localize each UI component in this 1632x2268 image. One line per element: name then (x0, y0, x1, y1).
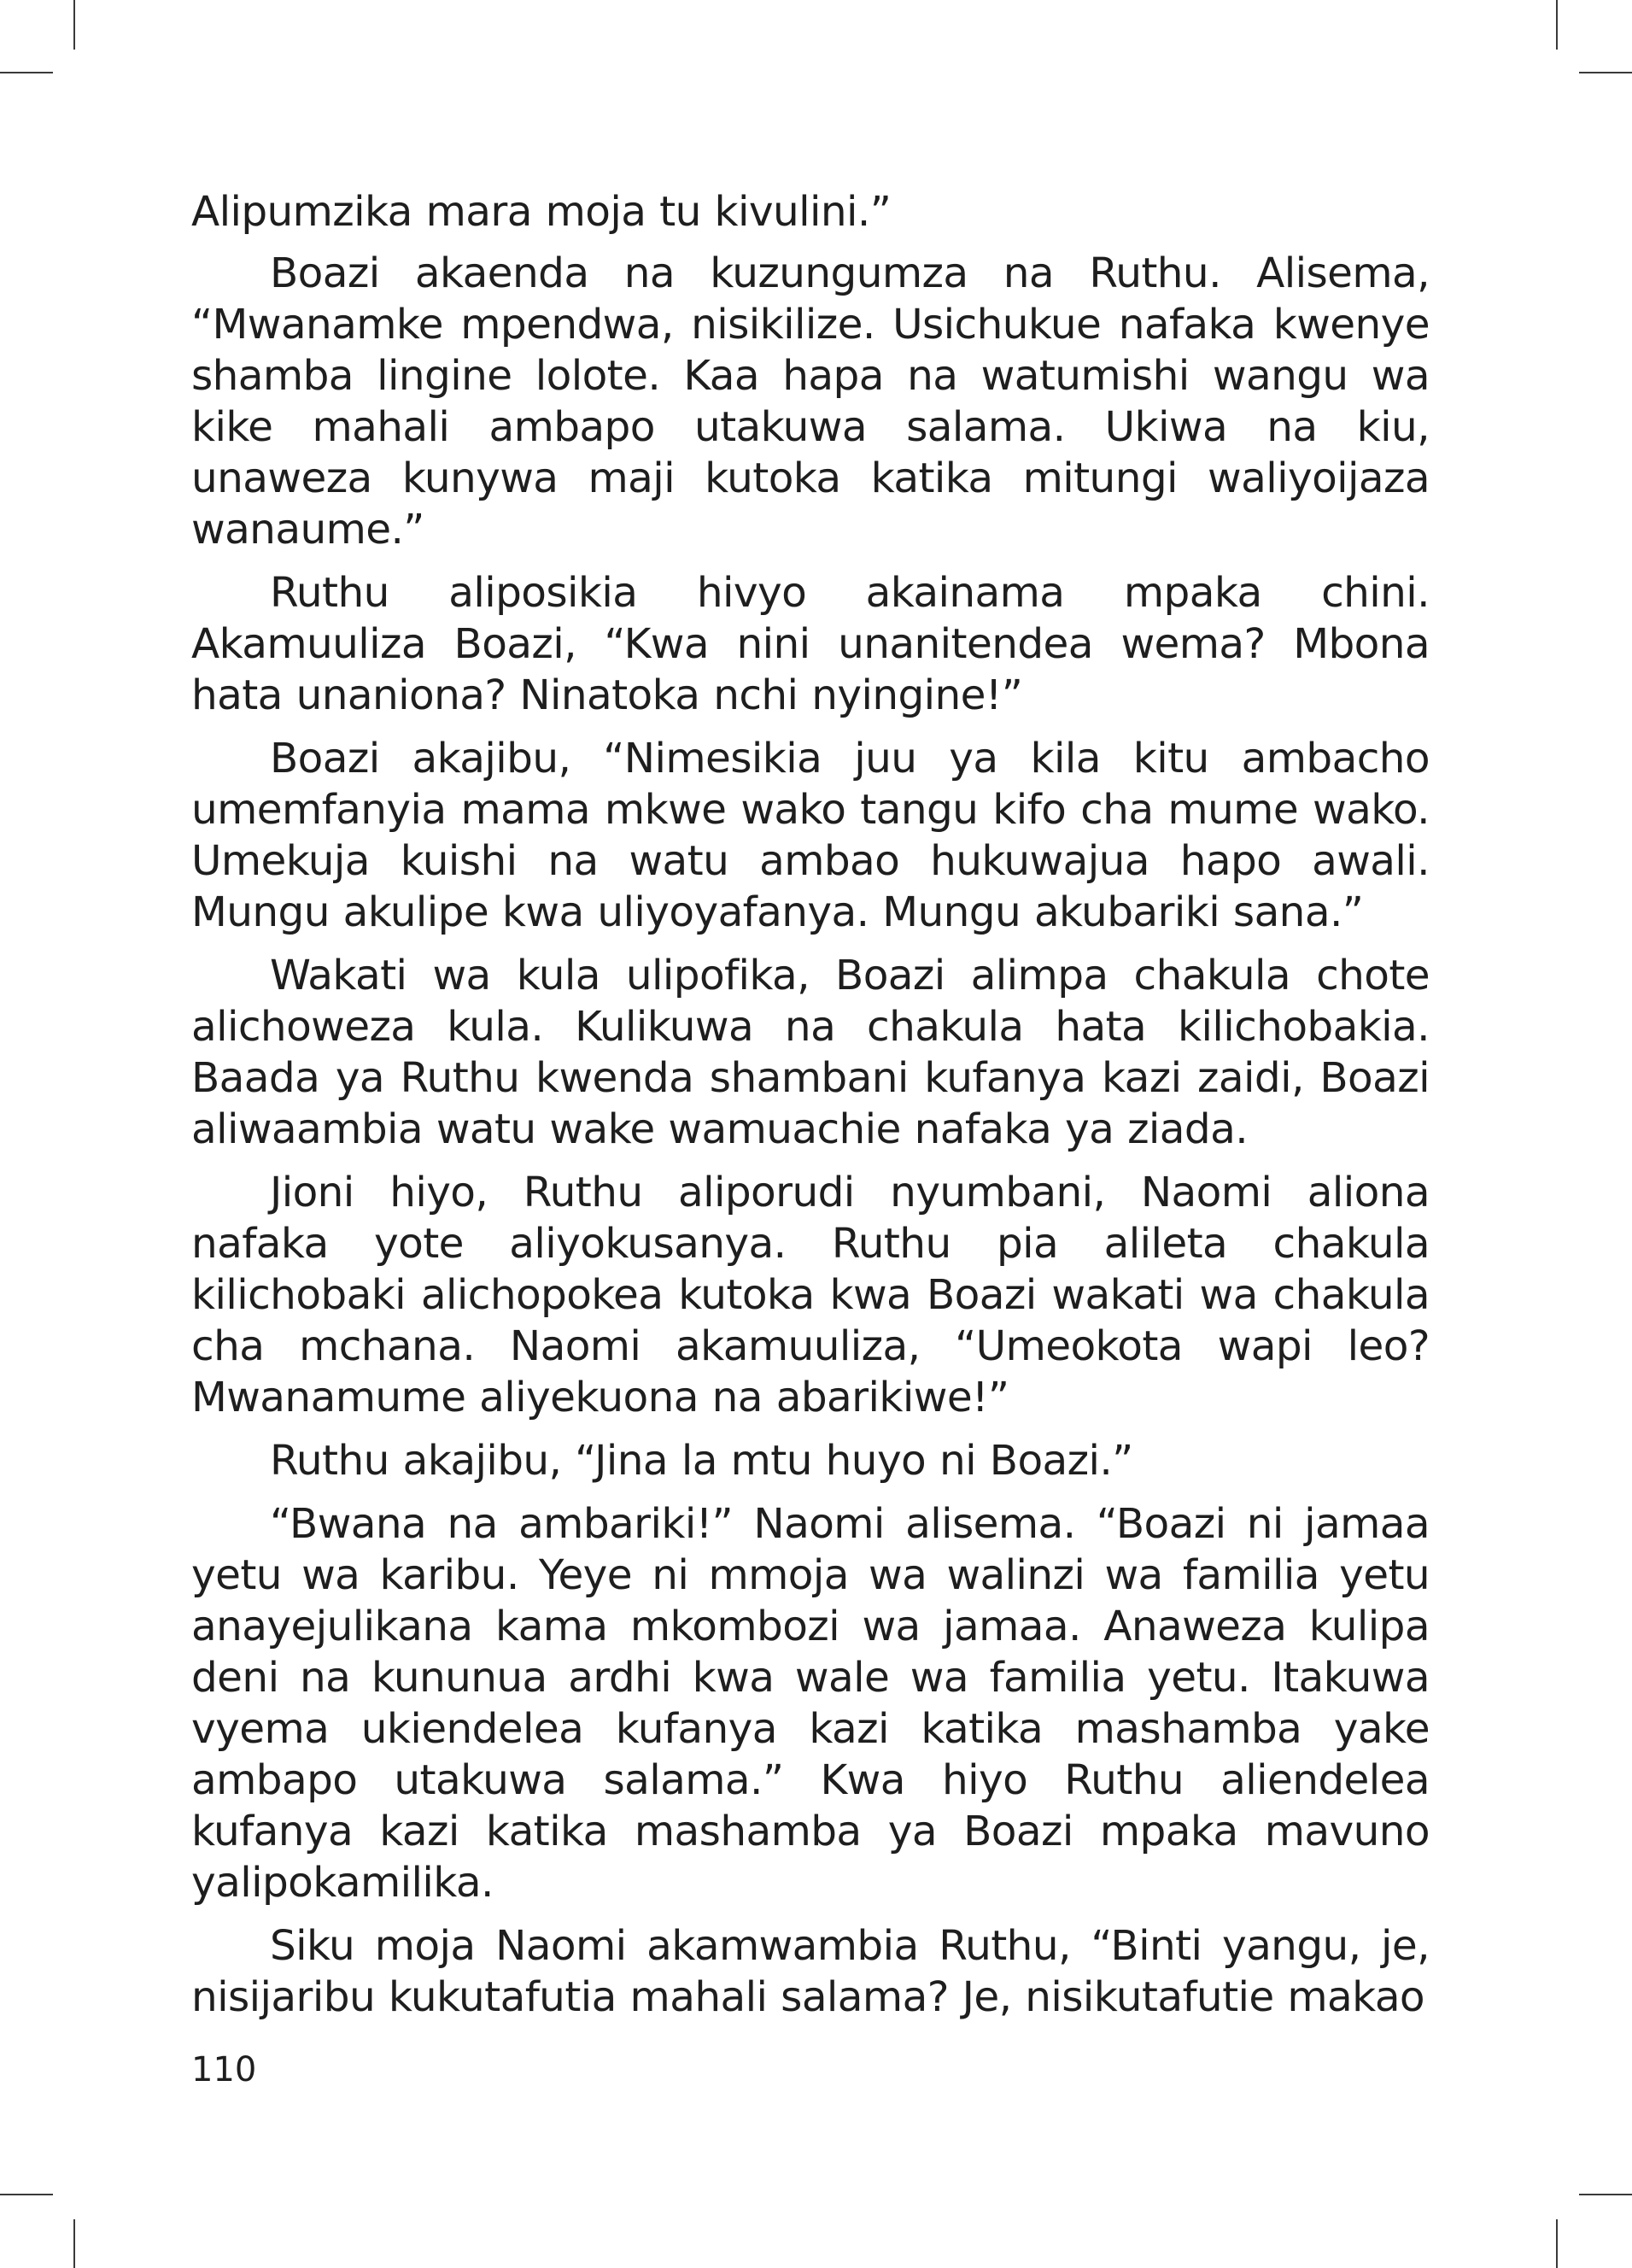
paragraph-7: Ruthu akajibu, “Jina la mtu huyo ni Boazi.” (270, 1437, 1133, 1485)
page-number: 110 (191, 2050, 257, 2089)
crop-mark-bottom-left-vertical (73, 2219, 75, 2268)
paragraph-1: Alipumzika mara moja tu kivulini.” (191, 188, 892, 236)
crop-mark-bottom-right-horizontal (1579, 2194, 1632, 2195)
paragraph-5: Wakati wa kula ulipofika, Boazi alimpa chakula chote alichoweza kula. Kulikuwa na chakula hata kilichobakia. Baada ya Ruthu kwenda shambani kufanya kazi zaidi, Boazi aliwaambia watu wake wamuachie nafaka ya ziada. (191, 952, 1430, 1153)
paragraph-3: Ruthu aliposikia hivyo akainama mpaka chini. Akamuuliza Boazi, “Kwa nini unanitendea wema? Mbona hata unaniona? Ninatoka nchi nyingine!” (191, 569, 1430, 719)
crop-mark-bottom-right-vertical (1556, 2219, 1558, 2268)
paragraph-4: Boazi akajibu, “Nimesikia juu ya kila kitu ambacho umemfanyia mama mkwe wako tangu kifo cha mume wako. Umekuja kuishi na watu ambao hukuwajua hapo awali. Mungu akulipe kwa uliyoyafanya. Mungu akubariki sana.” (191, 735, 1430, 936)
crop-mark-top-left-horizontal (0, 72, 53, 73)
paragraph-2: Boazi akaenda na kuzungumza na Ruthu. Alisema, “Mwanamke mpendwa, nisikilize. Usichukue nafaka kwenye shamba lingine lolote. Kaa hapa na watumishi wangu wa kike mahali ambapo utakuwa salama. Ukiwa na kiu, unaweza kunywa maji kutoka katika mitungi waliyoijaza wanaume.” (191, 249, 1430, 554)
paragraph-6: Jioni hiyo, Ruthu aliporudi nyumbani, Naomi aliona nafaka yote aliyokusanya. Ruthu pia alileta chakula kilichobaki alichopokea kutoka kwa Boazi wakati wa chakula cha mchana. Naomi akamuuliza, “Umeokota wapi leo? Mwanamume aliyekuona na abarikiwe!” (191, 1169, 1430, 1421)
crop-mark-top-right-vertical (1556, 0, 1558, 50)
paragraph-9: Siku moja Naomi akamwambia Ruthu, “Binti yangu, je, nisijaribu kukutafutia mahali salama? Je, nisikutafutie makao (191, 1922, 1430, 2021)
crop-mark-top-left-vertical (73, 0, 75, 50)
paragraph-8: “Bwana na ambariki!” Naomi alisema. “Boazi ni jamaa yetu wa karibu. Yeye ni mmoja wa walinzi wa familia yetu anayejulikana kama mkombozi wa jamaa. Anaweza kulipa deni na kununua ardhi kwa wale wa familia yetu. Itakuwa vyema ukiendelea kufanya kazi katika mashamba yake ambapo utakuwa salama.” Kwa hiyo Ruthu aliendelea kufanya kazi katika mashamba ya Boazi mpaka mavuno yalipokamilika. (191, 1500, 1430, 1907)
crop-mark-top-right-horizontal (1579, 72, 1632, 73)
crop-mark-bottom-left-horizontal (0, 2194, 53, 2195)
body-text (191, 186, 1430, 2035)
